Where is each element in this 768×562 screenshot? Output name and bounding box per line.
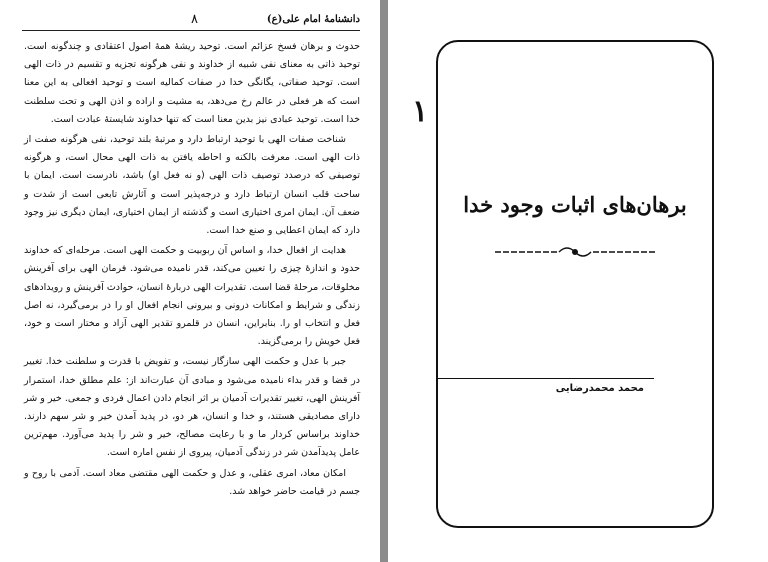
running-header <box>22 12 360 28</box>
book-gutter <box>380 0 388 562</box>
right-page <box>388 0 768 562</box>
paragraph: امکان معاد، امری عقلی، و عدل و حکمت الهی مقتضی معاد است. آدمی با روح و جسم در قیامت حاضر خواهد شد. <box>24 467 360 497</box>
left-page <box>0 0 380 562</box>
running-header-title: دانشنامهٔ امام علی(ع) <box>266 14 360 25</box>
author-rule <box>438 378 654 379</box>
body-text <box>24 38 360 503</box>
paragraph: جبر با عدل و حکمت الهی سازگار نیست، و تفویض با قدرت و سلطنت خدا. تغییر در قضا و قدر بداء نامیده می‌شود و مبادی آن عبارت‌اند از: علم مطلق خدا، استمرار آفرینش الهی، تغییر تقدیرات آدمیان بر اثر انجام دادن اعمال فردی و جمعی. خیر و شر دارای مصادیقی هستند، و خدا و انسان، هر دو، در پدید آمدن خیر و شر سهم دارند. خداوند براساس کردار ما و با رعایت مصالح، خیر و شر را پدید می‌آورد. مهم‌ترین عامل پدیدآمدن شر در زندگی آدمیان، پیروی از نفس اماره است. <box>23 356 360 459</box>
page-number: ۸ <box>191 12 198 27</box>
paragraph: شناخت صفات الهی با توحید ارتباط دارد و مرتبهٔ بلند توحید، نفی هرگونه صفت از ذات الهی است. معرفت بالکنه و احاطه یافتن به ذات الهی محال است، و هرگونه توصیفی که درصدد توصیف ذات الهی (و نه فعل او) باشد، نادرست است. ایمان با ساحت قلب انسان ارتباط دارد و درجه‌پذیر است و آثارش تابعی است از شدت و ضعف آن. ایمان امری اختیاری است و گذشته از ایمان اختیاری، ایمان دیگری نیز وجود دارد که ایمان اعطایی و صنع خدا است. <box>24 134 360 237</box>
paragraph: هدایت از افعال خدا، و اساس آن ربوبیت و حکمت الهی است. مرحله‌ای که خداوند حدود و اندازهٔ چیزی را تعیین می‌کند، قدر نامیده می‌شود. فرمان الهی برای آفرینش مخلوقات، مرحلهٔ قضا است. تقدیرات الهی دربارهٔ انسان، حوادث آفرینش و رویدادهای زندگی و شرایط و امکانات درونی و بیرونی انجام افعال او را در برمی‌گیرد، نه اصل فعل و انتخاب او را. بنابراین، انسان در قلمرو تقدیر الهی آزاد و مختار است و خود، فعل خویش را برمی‌گزیند. <box>24 245 360 348</box>
author-name: محمد محمدرضایی <box>555 383 644 394</box>
chapter-number: ۱ <box>412 94 429 129</box>
ornament-divider-icon <box>495 242 655 262</box>
chapter-frame <box>412 40 714 528</box>
chapter-title: برهان‌های اثبات وجود خدا <box>463 192 687 217</box>
header-rule <box>22 30 360 31</box>
paragraph: حدوث و برهان فسخ عزائم است. توحید ریشهٔ همهٔ اصول اعتقادی و چندگونه است. توحید ذاتی به معنای نفی شبیه از خداوند و نفی هرگونه تجزیه و تقسیم در ذات الهی است. توحید صفاتی، یگانگی خدا در صفات کمالیه است و توحید افعالی به این معنا است که هر فعلی در عالم رخ می‌دهد، به مشیت و اراده و اذن الهی و تحت سلطنت خدا است. توحید عبادی نیز بدین معنا است که تنها خداوند شایستهٔ عبادت است. <box>24 41 360 125</box>
